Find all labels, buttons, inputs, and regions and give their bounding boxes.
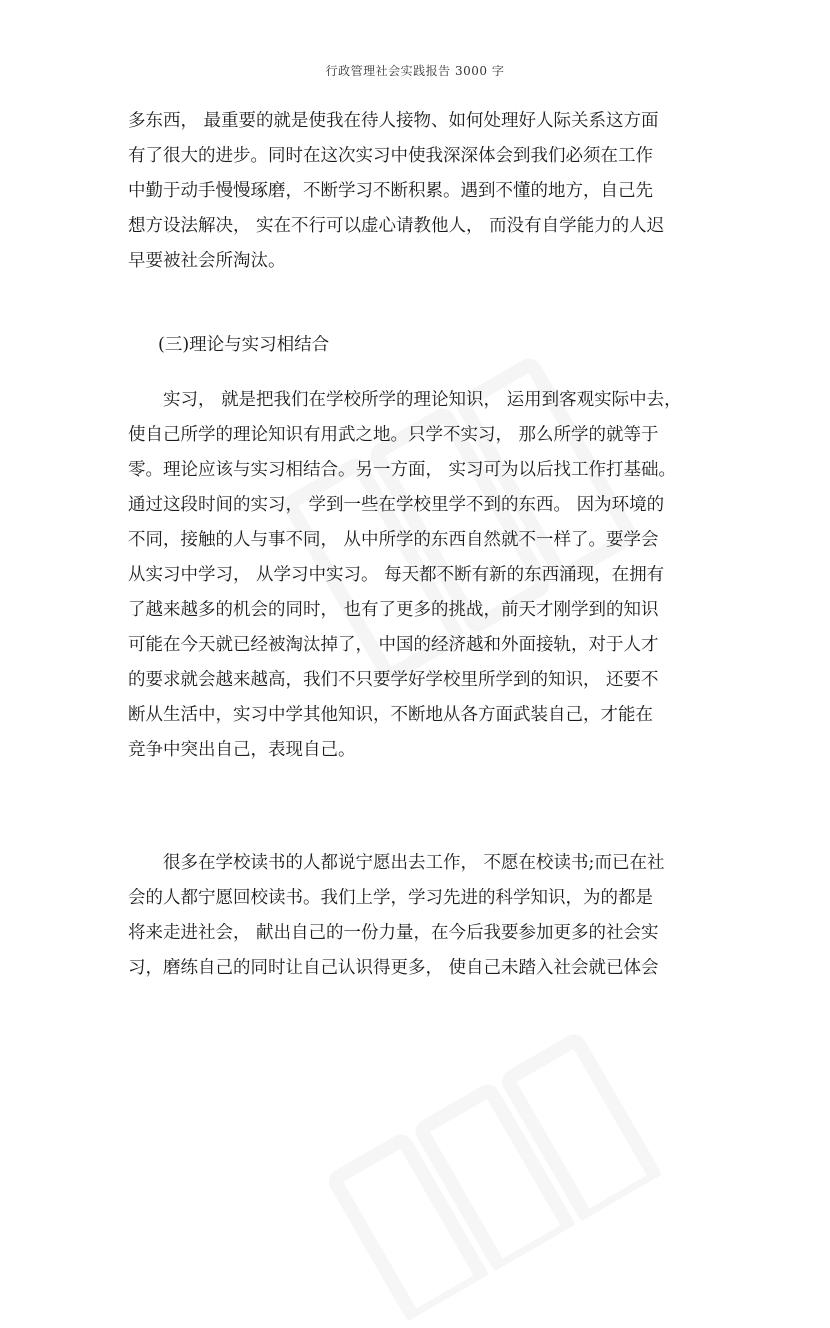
watermark-logo-bottom [306, 1012, 673, 1328]
text-line: 多东西， 最重要的就是使我在待人接物、如何处理好人际关系这方面 [128, 111, 659, 131]
paragraph-study-vs-work [128, 846, 718, 986]
text-line: 的要求就会越来越高，我们不只要学好学校里所学到的知识， 还要不 [128, 670, 659, 690]
page-header-title: 行政管理社会实践报告 3000 字 [325, 64, 505, 78]
text-line: 有了很大的进步。同时在这次实习中使我深深体会到我们必须在工作 [128, 146, 653, 166]
text-line: 会的人都宁愿回校读书。我们上学，学习先进的科学知识，为的都是 [128, 888, 653, 908]
text-line: 零。理论应该与实习相结合。另一方面， 实习可为以后找工作打基础。 [128, 460, 677, 480]
text-line: 中勤于动手慢慢琢磨，不断学习不断积累。遇到不懂的地方，自己先 [128, 181, 653, 201]
text-line: 实习， 就是把我们在学校所学的理论知识， 运用到客观实际中去， [163, 390, 682, 410]
section-heading: (三)理论与实习相结合 [158, 335, 330, 355]
text-line: 可能在今天就已经被淘汰掉了， 中国的经济越和外面接轨，对于人才 [128, 635, 659, 655]
text-line: 通过这段时间的实习， 学到一些在学校里学不到的东西。 因为环境的 [128, 495, 665, 515]
text-line: 使自己所学的理论知识有用武之地。只学不实习， 那么所学的就等于 [128, 425, 659, 445]
paragraph-continuation [128, 104, 718, 279]
text-line: 将来走进社会， 献出自己的一份力量，在今后我要参加更多的社会实 [128, 923, 659, 943]
paragraph-theory-practice [128, 383, 718, 768]
text-line: 很多在学校读书的人都说宁愿出去工作， 不愿在校读书;而已在社 [163, 853, 665, 873]
text-line: 习，磨练自己的同时让自己认识得更多， 使自己未踏入社会就已体会 [128, 958, 659, 978]
text-line: 断从生活中，实习中学其他知识，不断地从各方面武装自己，才能在 [128, 705, 653, 725]
text-line: 竞争中突出自己，表现自己。 [128, 740, 356, 760]
text-line: 了越来越多的机会的同时， 也有了更多的挑战，前天才刚学到的知识 [128, 600, 659, 620]
text-line: 不同，接触的人与事不同， 从中所学的东西自然就不一样了。要学会 [128, 530, 659, 550]
text-line: 从实习中学习， 从学习中实习。 每天都不断有新的东西涌现，在拥有 [128, 565, 665, 585]
text-line: 早要被社会所淘汰。 [128, 251, 286, 271]
text-line: 想方设法解决， 实在不行可以虚心请教他人， 而没有自学能力的人迟 [128, 216, 665, 236]
